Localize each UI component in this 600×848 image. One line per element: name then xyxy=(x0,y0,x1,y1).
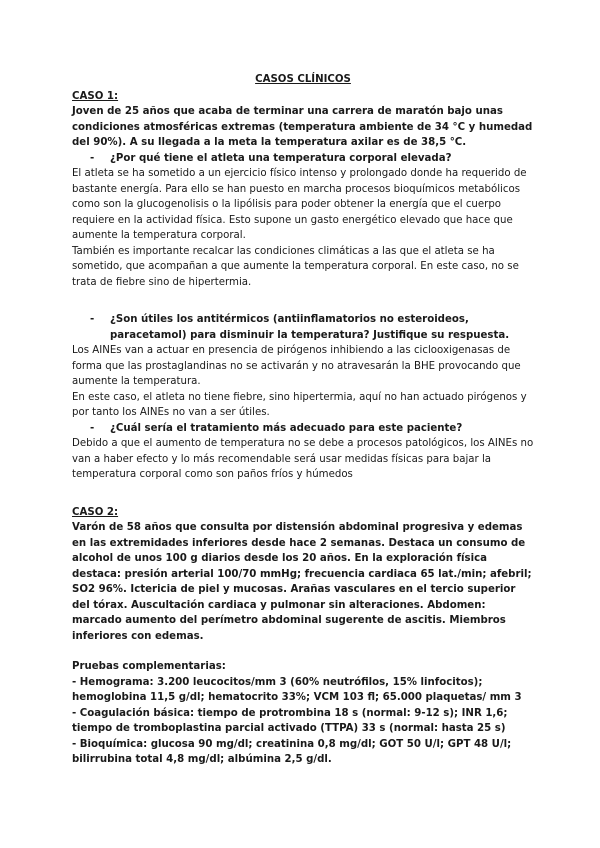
case1-answer-3: Debido a que el aumento de temperatura no se debe a procesos patológicos, los AINEs no van a haber efecto y lo más recomendable será usar medidas físicas para bajar la temperatura corporal como son paños fríos y húmedos xyxy=(72,438,534,480)
case1-answer-2-p2: En este caso, el atleta no tiene fiebre, sino hipertermia, aquí no han actuado pirógenos y por tanto los AINEs no van a ser útiles. xyxy=(72,391,527,418)
page-title: CASOS CLÍNICOS xyxy=(255,74,351,85)
case1-question-2 xyxy=(72,312,534,343)
case2-heading: CASO 2: xyxy=(72,506,119,518)
question-text: ¿Cuál sería el tratamiento más adecuado para este paciente? xyxy=(110,422,463,434)
case1-answer-2-p1: Los AINEs van a actuar en presencia de pirógenos inhibiendo a las ciclooxigenasas de forma que las prostaglandinas no se activarán y no atravesarán la BHE provocando que aumente la temperatura. xyxy=(72,345,521,387)
case2-tests-title: Pruebas complementarias: xyxy=(72,661,226,672)
case2-statement: Varón de 58 años que consulta por distensión abdominal progresiva y edemas en las extremidades inferiores desde hace 2 semanas. Destaca un consumo de alcohol de unos 100 g diarios desde los 20 años. En la exploración física destaca: presión arterial 100/70 mmHg; frecuencia cardiaca 65 lat./min; afebril; SO2 96%. Ictericia de piel y mucosas. Arañas vasculares en el tercio superior del tórax. Auscultación cardiaca y pulmonar sin alteraciones. Abdomen: marcado aumento del perímetro abdominal sugerente de ascitis. Miembros inferiores con edemas. xyxy=(72,522,532,642)
case1-question-1 xyxy=(72,151,534,167)
question-text: ¿Por qué tiene el atleta una temperatura corporal elevada? xyxy=(110,152,452,164)
case1-heading: CASO 1: xyxy=(72,90,119,102)
case1-answer-1-p2: También es importante recalcar las condiciones climáticas a las que el atleta se ha sometido, que acompañan a que aumente la temperatura corporal. En este caso, no se trata de fiebre sino de hipertermia. xyxy=(72,245,519,288)
case1-answer-1-p1: El atleta se ha sometido a un ejercicio físico intenso y prolongado donde ha requerido de bastante energía. Para ello se han puesto en marcha procesos bioquímicos metabólicos como son la glucogenolisis o la lipólisis para poder obtener la energía que el cuerpo requiere en la actividad física. Esto supone un gasto energético elevado que hace que aumente la temperatura corporal. xyxy=(72,168,527,241)
list-dash: - xyxy=(90,314,95,325)
case1-question-3 xyxy=(72,421,534,437)
document-page xyxy=(72,72,534,768)
case2-test-hemograma: - Hemograma: 3.200 leucocitos/mm 3 (60% neutrófilos, 15% linfocitos); hemoglobina 11,5 g/dl; hematocrito 33%; VCM 103 fl; 65.000 plaquetas/ mm 3 xyxy=(72,676,522,703)
case1-statement: Joven de 25 años que acaba de terminar una carrera de maratón bajo unas condiciones atmosféricas extremas (temperatura ambiente de 34 °C y humedad del 90%). A su llegada a la meta la temperatura axilar es de 38,5 °C. xyxy=(72,106,533,148)
list-dash: - xyxy=(90,422,95,434)
case2-test-bioquimica: - Bioquímica: glucosa 90 mg/dl; creatinina 0,8 mg/dl; GOT 50 U/l; GPT 48 U/l; bilirrubina total 4,8 mg/dl; albúmina 2,5 g/dl. xyxy=(72,738,512,765)
question-text: ¿Son útiles los antitérmicos (antiinflamatorios no esteroideos, paracetamol) para disminuir la temperatura? Justifique su respuesta. xyxy=(110,314,510,341)
list-dash: - xyxy=(90,152,95,164)
case2-test-coagulacion: - Coagulación básica: tiempo de protrombina 18 s (normal: 9-12 s); INR 1,6; tiempo de tromboplastina parcial activado (TTPA) 33 s (normal: hasta 25 s) xyxy=(72,707,508,734)
